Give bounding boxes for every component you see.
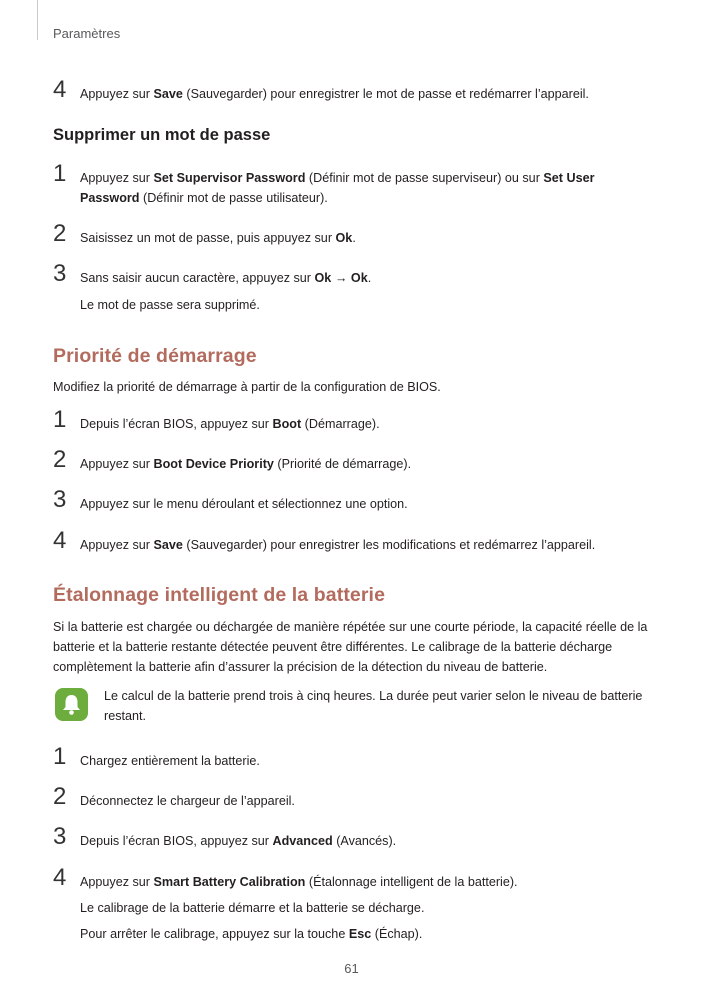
step-number: 2 [53,783,67,810]
header-divider [37,0,38,40]
step-delete-2: 2 Saisissez un mot de passe, puis appuyez sur Ok. [53,220,356,247]
step-battery-2: 2 Déconnectez le chargeur de l’appareil. [53,783,295,810]
bell-icon [55,688,88,721]
battery-note: Le calcul de la batterie prend trois à cinq heures. La durée peut varier selon le niveau de batterie restant. [104,689,643,723]
step-number: 4 [53,864,67,891]
step-number: 2 [53,446,67,473]
step-battery-3: 3 Depuis l’écran BIOS, appuyez sur Advanced (Avancés). [53,823,397,850]
step-number: 4 [53,76,67,103]
boot-intro: Modifiez la priorité de démarrage à partir de la configuration de BIOS. [53,380,441,394]
step-battery-4: 4 Appuyez sur Smart Battery Calibration (Étalonnage intelligent de la batterie). [53,864,518,891]
step-delete-3: 3 Sans saisir aucun caractère, appuyez sur Ok → Ok. [53,260,372,287]
step-number: 1 [53,406,67,433]
battery-intro: Si la batterie est chargée ou déchargée de manière répétée sur une courte période, la capacité réelle de la batterie et la batterie restante détectée peuvent être différentes. Le calibrage de la batterie décharge complètement la batterie afin d’assurer la précision de la détection du niveau de batterie. [53,620,648,674]
step-delete-3-result: Le mot de passe sera supprimé. [80,298,260,312]
heading-delete-password: Supprimer un mot de passe [53,126,271,144]
step-number: 1 [53,160,67,187]
step-number: 1 [53,743,67,770]
step-number: 4 [53,527,67,554]
step-number: 3 [53,486,67,513]
page-number: 61 [344,961,359,976]
heading-boot-priority: Priorité de démarrage [53,345,257,367]
step-save-password: 4 Appuyez sur Save (Sauvegarder) pour enregistrer le mot de passe et redémarrer l’appareil. [53,76,589,103]
step-battery-4-stop: Pour arrêter le calibrage, appuyez sur la touche Esc (Échap). [80,927,423,941]
step-number: 3 [53,823,67,850]
step-delete-1: 1 Appuyez sur Set Supervisor Password (Définir mot de passe superviseur) ou sur Set User Password (Définir mot de passe utilisateur). [53,160,595,205]
page-header-title: Paramètres [53,26,121,41]
step-battery-1: 1 Chargez entièrement la batterie. [53,743,260,770]
step-boot-3: 3 Appuyez sur le menu déroulant et sélectionnez une option. [53,486,408,513]
step-boot-4: 4 Appuyez sur Save (Sauvegarder) pour enregistrer les modifications et redémarrez l’appareil. [53,527,596,554]
step-number: 2 [53,220,67,247]
step-battery-4-result: Le calibrage de la batterie démarre et la batterie se décharge. [80,901,425,915]
step-number: 3 [53,260,67,287]
step-boot-1: 1 Depuis l’écran BIOS, appuyez sur Boot (Démarrage). [53,406,380,433]
step-boot-2: 2 Appuyez sur Boot Device Priority (Priorité de démarrage). [53,446,412,473]
heading-battery-calibration: Étalonnage intelligent de la batterie [53,584,386,606]
